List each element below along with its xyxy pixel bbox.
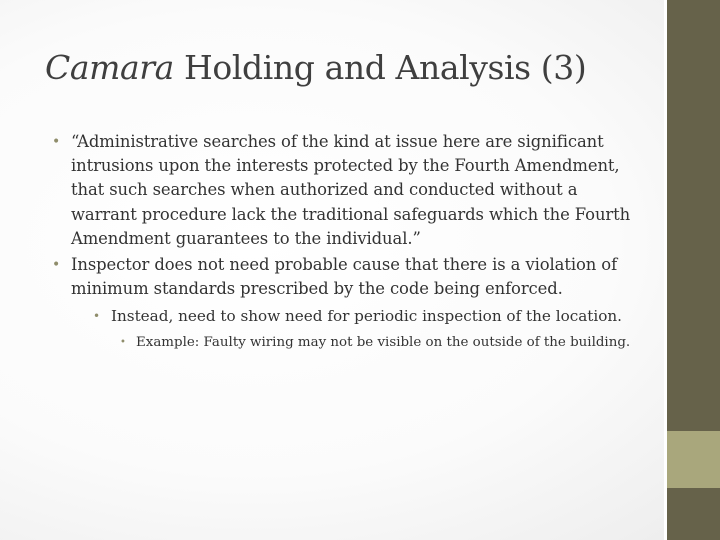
sub-bullet-periodic-inspection: • Instead, need to show need for periodic inspection of the location. (93, 305, 631, 328)
bullet-item-probable-cause: • Inspector does not need probable cause that there is a violation of minimum standards prescribed by the code being enforced. (45, 253, 635, 301)
bullet-item-quote: • “Administrative searches of the kind at issue here are significant intrusions upon the interests protected by the Fourth Amendment, that such searches when authorized and conducted without a warrant procedure lack the traditional safeguards which the Fourth Amendment guarantees to the individual.” (45, 130, 635, 251)
title-rest: Holding and Analysis (3) (173, 48, 587, 87)
sub-sub-bullet-example: • Example: Faulty wiring may not be visible on the outside of the building. (120, 332, 631, 353)
bullet-list (45, 130, 635, 353)
right-accent-block (667, 431, 720, 488)
title-case-name: Camara (45, 48, 174, 87)
slide-title (45, 46, 645, 90)
